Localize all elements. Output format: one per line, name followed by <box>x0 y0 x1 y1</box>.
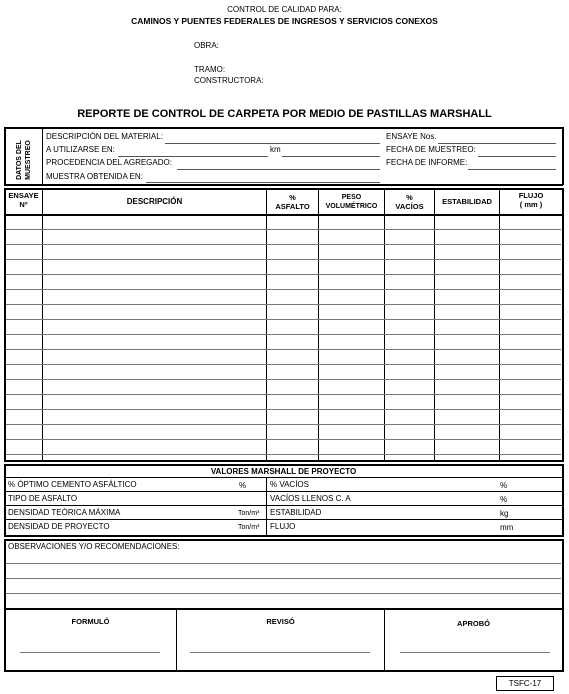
project-density-label: DENSIDAD DE PROYECTO <box>8 522 110 531</box>
sample-side-label: DATOS DEL MUESTREO <box>16 140 32 180</box>
table-row[interactable] <box>6 274 561 275</box>
table-row[interactable] <box>6 454 561 455</box>
reviso-label: REVISÓ <box>266 617 295 626</box>
table-row[interactable] <box>6 259 561 260</box>
table-row[interactable] <box>6 379 561 380</box>
observations-line[interactable] <box>6 593 561 594</box>
column-header-description: DESCRIPCIÓN <box>126 197 183 206</box>
table-row[interactable] <box>6 424 561 425</box>
filled-voids-unit: % <box>500 495 508 504</box>
test-numbers-label: ENSAYE Nos. <box>386 132 437 141</box>
column-header-stability: ESTABILIDAD <box>442 197 492 206</box>
test-numbers-field[interactable] <box>438 143 556 144</box>
max-density-unit: Ton/m³ <box>238 510 260 517</box>
tramo-label: TRAMO: <box>194 65 226 74</box>
project-density-unit: Ton/m³ <box>238 524 260 531</box>
header-line1: CONTROL DE CALIDAD PARA: <box>227 5 342 14</box>
material-description-label: DESCRIPCIÓN DEL MATERIAL: <box>46 132 163 141</box>
stability-unit: kg <box>500 509 509 518</box>
optimal-asphalt-label: % ÓPTIMO CEMENTO ASFÁLTICO <box>8 480 137 489</box>
observations-line[interactable] <box>6 563 561 564</box>
km-label: km <box>270 145 281 154</box>
table-row[interactable] <box>6 439 561 440</box>
report-title: REPORTE DE CONTROL DE CARPETA POR MEDIO DE PASTILLAS MARSHALL <box>77 108 492 120</box>
header-organization: CAMINOS Y PUENTES FEDERALES DE INGRESOS Y SERVICIOS CONEXOS <box>131 16 438 26</box>
sampling-date-label: FECHA DE MUESTREO: <box>386 145 476 154</box>
table-row[interactable] <box>6 244 561 245</box>
asphalt-type-label: TIPO DE ASFALTO <box>8 494 78 503</box>
form-code: TSFC-17 <box>496 676 554 691</box>
table-row[interactable] <box>6 229 561 230</box>
observations-line[interactable] <box>6 578 561 579</box>
table-row[interactable] <box>6 334 561 335</box>
material-description-field[interactable] <box>165 143 380 144</box>
km-field[interactable] <box>282 156 380 157</box>
sample-obtained-label: MUESTRA OBTENIDA EN: <box>46 172 143 181</box>
flow-label: FLUJO <box>270 522 296 531</box>
voids-label: % VACÍOS <box>270 480 309 489</box>
use-location-label: A UTILIZARSE EN: <box>46 145 115 154</box>
use-location-field[interactable] <box>118 156 268 157</box>
aprobo-label: APROBÓ <box>457 619 490 628</box>
table-row[interactable] <box>6 409 561 410</box>
formulo-signature-line[interactable] <box>20 652 160 653</box>
reviso-signature-line[interactable] <box>190 652 370 653</box>
aggregate-origin-label: PROCEDENCIA DEL AGREGADO: <box>46 158 172 167</box>
obra-label: OBRA: <box>194 41 219 50</box>
column-header-test-number: ENSAYE Nº <box>8 191 39 209</box>
column-header-volumetric-weight: PESO VOLUMÉTRICO <box>325 194 378 210</box>
filled-voids-label: VACÍOS LLENOS C. A <box>270 494 351 503</box>
report-date-label: FECHA DE INFORME: <box>386 158 468 167</box>
table-row[interactable] <box>6 349 561 350</box>
stability-label: ESTABILIDAD <box>270 508 322 517</box>
observations-label: OBSERVACIONES Y/O RECOMENDACIONES: <box>8 542 180 551</box>
report-date-field[interactable] <box>468 169 556 170</box>
formulo-label: FORMULÓ <box>71 617 110 626</box>
table-row[interactable] <box>6 394 561 395</box>
column-header-flow: FLUJO ( mm ) <box>518 191 544 209</box>
table-row[interactable] <box>6 289 561 290</box>
aprobo-signature-line[interactable] <box>400 652 550 653</box>
column-header-voids-percent: % VACÍOS <box>395 193 424 211</box>
marshall-title: VALORES MARSHALL DE PROYECTO <box>210 467 357 476</box>
table-row[interactable] <box>6 319 561 320</box>
column-header-asphalt-percent: % ASFALTO <box>275 193 310 211</box>
sampling-date-field[interactable] <box>478 156 556 157</box>
voids-unit: % <box>500 481 508 490</box>
flow-unit: mm <box>500 523 514 532</box>
max-density-label: DENSIDAD TEÓRICA MÁXIMA <box>8 508 121 517</box>
table-row[interactable] <box>6 364 561 365</box>
sample-obtained-field[interactable] <box>146 182 380 183</box>
table-row[interactable] <box>6 304 561 305</box>
optimal-asphalt-unit: % <box>239 481 247 490</box>
constructora-label: CONSTRUCTORA: <box>194 76 264 85</box>
aggregate-origin-field[interactable] <box>177 169 380 170</box>
